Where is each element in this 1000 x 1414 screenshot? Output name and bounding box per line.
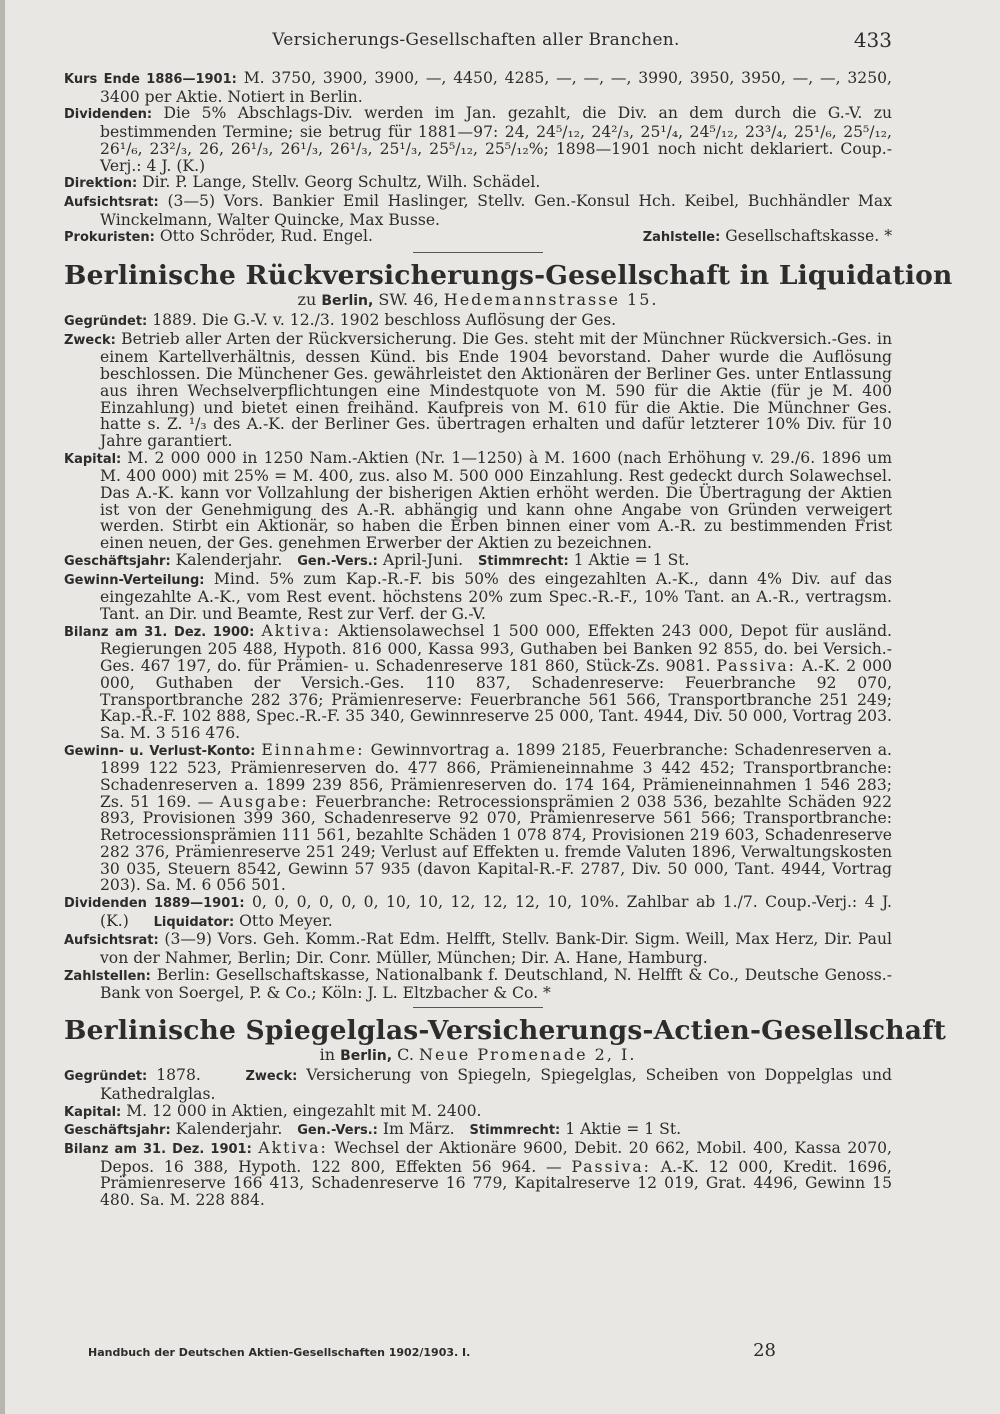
entry-geschaeftsjahr: Geschäftsjahr: Kalenderjahr. Gen.-Vers.: Im März. Stimmrecht: 1 Aktie = 1 St. xyxy=(64,1120,682,1139)
entry-geschaeftsjahr: Geschäftsjahr: Kalenderjahr. Gen.-Vers.: April-Juni. Stimmrecht: 1 Aktie = 1 St. xyxy=(64,550,690,569)
running-header-title: Versicherungs-Gesellschaften aller Branchen. xyxy=(272,30,680,50)
page-body xyxy=(64,69,953,1210)
section-divider xyxy=(413,1007,543,1008)
company-title: Berlinische Rückversicherungs-Gesellschaft in Liquidation xyxy=(64,260,953,292)
entry-dividenden-1889: Dividenden 1889—1901: 0, 0, 0, 0, 0, 0, 10, 10, 12, 12, 12, 10, 10%. Zahlbar ab 1./7. Coup.-Verj.: 4 J. (K.) Liquidator: Otto Meyer. xyxy=(64,892,892,930)
entry-zweck: Zweck: Betrieb aller Arten der Rückversicherung. Die Ges. steht mit der Münchner Rückversich.-Ges. in einem Kartellverhältnis, dessen Künd. bis Ende 1904 bevorstand. Daher wurde die Auflösung beschlossen. Die Münchener Ges. gewährleistet den Aktionären der Berliner Ges. unter Entlassung aus ihren Wechselverpflichtungen eine Mindestquote von M. 590 für die Aktie (für je M. 400 Einzahlung) und bietet einen freihänd. Kaufpreis von M. 610 für die Aktie. Die Münchner Ges. hatte s. Z. ¹/₃ des A.-K. der Berliner Ges. übertragen erhalten und dafür letzterer 10% Div. für 10 Jahre garantiert. xyxy=(64,329,892,450)
entry-kurs: Kurs Ende 1886—1901: M. 3750, 3900, 3900, —, 4450, 4285, —, —, —, 3990, 3950, 3950, —, —, 3250, 3400 per Aktie. Notiert in Berlin. xyxy=(64,69,892,106)
entry-dividenden: Dividenden: Die 5% Abschlags-Div. werden im Jan. gezahlt, die Div. an dem durch die G.-V. zu bestimmenden Termine; sie betrug für 1881—97: 24, 24⁵/₁₂, 24²/₃, 25¹/₄, 24⁵/₁₂, 23³/₄, 25¹/₆, 25⁵/₁₂, 26¹/₆, 23²/₃, 26, 26¹/₃, 26¹/₃, 26¹/₃, 25¹/₃, 25⁵/₁₂, 25⁵/₁₂%; 1898—1901 noch nicht deklariert. Coup.-Verj.: 4 J. (K.) xyxy=(64,104,892,175)
entry-gegruendet: Gegründet: 1878. Zweck: Versicherung von Spiegeln, Spiegelglas, Scheiben von Doppelglas und Kathedralglas. xyxy=(64,1066,892,1103)
entry-bilanz: Bilanz am 31. Dez. 1901: Aktiva: Wechsel der Aktionäre 9600, Debit. 20 662, Mobil. 400, Kassa 2070, Depos. 16 388, Hypoth. 122 800, Effekten 56 964. — Passiva: A.-K. 12 000, Kredit. 1696, Prämienreserve 166 413, Schadenreserve 16 779, Kapitalreserve 12 019, Grat. 4496, Gewinn 15 480. Sa. M. 228 884. xyxy=(64,1138,893,1210)
entry-zahlstelle: Zahlstelle: Gesellschaftskasse. * xyxy=(642,227,892,246)
company-address: zu Berlin, SW. 46, Hedemannstrasse 15. xyxy=(297,290,659,310)
entry-prokuristen: Prokuristen: Otto Schröder, Rud. Engel. Zahlstelle: Gesellschaftskasse. * xyxy=(64,227,892,246)
page-footer xyxy=(88,1340,776,1361)
page-number: 433 xyxy=(853,28,892,52)
entry-kapital: Kapital: M. 12 000 in Aktien, eingezahlt mit M. 2400. xyxy=(64,1101,482,1120)
entry-aufsichtsrat: Aufsichtsrat: (3—5) Vors. Bankier Emil Haslinger, Stellv. Gen.-Konsul Hch. Keibel, Buchhändler Max Winckelmann, Walter Quincke, Max Busse. xyxy=(64,191,892,229)
page-edge-shadow xyxy=(0,0,5,1414)
company-title: Berlinische Spiegelglas-Versicherungs-Actien-Gesellschaft xyxy=(64,1015,947,1047)
section-divider xyxy=(413,252,543,253)
entry-zahlstellen: Zahlstellen: Berlin: Gesellschaftskasse, Nationalbank f. Deutschland, N. Helfft & Co., Deutsche Genoss.-Bank von Soergel, P. & Co.; Köln: J. L. Eltzbacher & Co. * xyxy=(64,965,892,1003)
entry-bilanz: Bilanz am 31. Dez. 1900: Aktiva: Aktiensolawechsel 1 500 000, Effekten 243 000, Depot für ausländ. Regierungen 205 488, Hypoth. 816 000, Kassa 993, Guthaben bei Banken 92 855, do. bei Versich.-Ges. 467 197, do. für Prämien- u. Schadenreserve 181 860, Stück-Zs. 9081. Passiva: A.-K. 2 000 000, Guthaben der Versich.-Ges. 110 837, Schadenreserve: Feuerbranche 92 070, Transportbranche 282 376; Prämienreserve: Feuerbranche 561 566, Transportbranche 251 249; Kap.-R.-F. 102 888, Spec.-R.-F. 35 340, Gewinnreserve 25 000, Tant. 4944, Div. 50 000, Vortrag 203. Sa. M. 3 516 476. xyxy=(64,621,893,742)
signature-mark: 28 xyxy=(753,1340,776,1361)
entry-gewinn-verlust: Gewinn- u. Verlust-Konto: Einnahme: Gewinnvortrag a. 1899 2185, Feuerbranche: Schadenreserven a. 1899 122 523, Prämienreserven do. 477 866, Prämieneinnahme 3 442 452; Transportbranche: Schadenreserven a. 1899 239 856, Prämienreserven do. 174 164, Prämieneinnahmen 1 546 283; Zs. 51 169. — Ausgabe: Feuerbranche: Retrocessionsprämien 2 038 536, bezahlte Schäden 922 893, Provisionen 399 360, Schadenreserve 92 070, Prämienreserve 561 566; Transportbranche: Retrocessionsprämien 111 561, bezahlte Schäden 1 078 874, Provisionen 219 603, Schadenreserve 282 376, Prämienreserve 251 249; Verlust auf Effekten u. fremde Valuten 1896, Verwaltungskosten 30 035, Steuern 8542, Gewinn 57 935 (davon Kapital-R.-F. 2787, Div. 50 000, Tant. 4944, Vortrag 203). Sa. M. 6 056 501. xyxy=(64,740,892,895)
entry-gewinn-verteilung: Gewinn-Verteilung: Mind. 5% zum Kap.-R.-F. bis 50% des eingezahlten A.-K., dann 4% Div. auf das eingezahlte A.-K., vom Rest event. höchstens 20% zum Spec.-R.-F., 10% Tant. an A.-R., vertragsm. Tant. an Dir. und Beamte, Rest zur Verf. der G.-V. xyxy=(64,569,892,623)
entry-gegruendet: Gegründet: 1889. Die G.-V. v. 12./3. 1902 beschloss Auflösung der Ges. xyxy=(64,311,617,330)
company-address: in Berlin, C. Neue Promenade 2, I. xyxy=(319,1045,637,1065)
footer-publication: Handbuch der Deutschen Aktien-Gesellschaften 1902/1903. I. xyxy=(88,1346,471,1359)
entry-direktion: Direktion: Dir. P. Lange, Stellv. Georg Schultz, Wilh. Schädel. xyxy=(64,173,541,192)
running-header xyxy=(60,30,892,58)
entry-aufsichtsrat-2: Aufsichtsrat: (3—9) Vors. Geh. Komm.-Rat Edm. Helfft, Stellv. Bank-Dir. Sigm. Weill, Max Herz, Dir. Paul von der Nahmer, Berlin; Dir. Conr. Müller, München; Dir. A. Hane, Hamburg. xyxy=(64,930,892,968)
entry-kapital: Kapital: M. 2 000 000 in 1250 Nam.-Aktien (Nr. 1—1250) à M. 1600 (nach Erhöhung v. 29./6. 1896 um M. 400 000) mit 25% = M. 400, zus. also M. 500 000 Einzahlung. Rest gedeckt durch Solawechsel. Das A.-K. kann vor Vollzahlung der bisherigen Aktien erhöht werden. Die Übertragung der Aktien ist von der Genehmigung des A.-R. abhängig und kann ohne Angabe von Gründen verweigert werden. Stirbt ein Aktionär, so haben die Erben binnen einer vom A.-R. zu bestimmenden Frist einen neuen, der Ges. genehmen Erwerber der Aktien zu bezeichnen. xyxy=(64,448,892,553)
